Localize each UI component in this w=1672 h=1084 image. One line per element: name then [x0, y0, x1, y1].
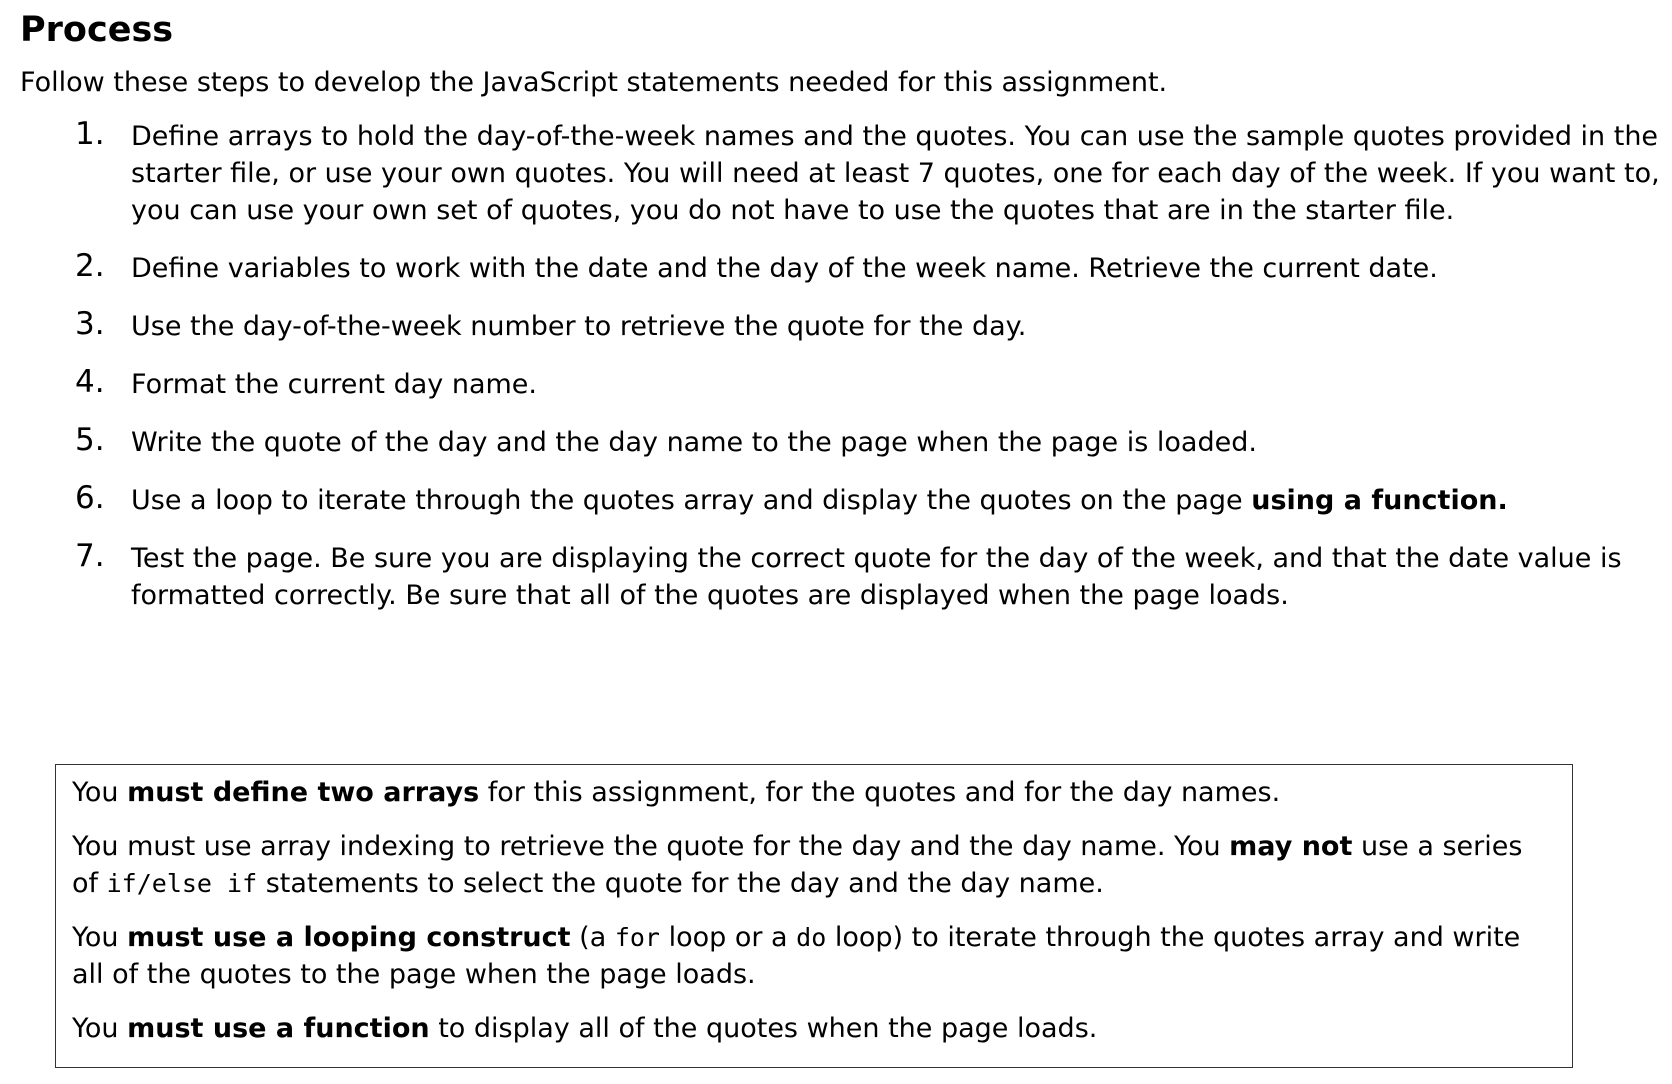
code-snippet: if/else if	[106, 869, 258, 898]
process-steps-list	[20, 118, 1660, 614]
step-number: 2.	[75, 248, 105, 284]
requirement-text: use a series of	[72, 831, 1523, 899]
requirement-text: You must use array indexing to retrieve the quote for the day and the day name. You	[72, 831, 1230, 862]
requirement-function	[72, 1010, 1556, 1047]
step-text: Write the quote of the day and the day name to the page when the page is loaded.	[131, 427, 1257, 458]
requirement-text: to display all of the quotes when the page loads.	[429, 1013, 1098, 1044]
step-text: Define arrays to hold the day-of-the-week names and the quotes. You can use the sample quotes provided in the starter file, or use your own quotes. You will need at least 7 quotes, one for each day of the week. If you want to, you can use your own set of quotes, you do not have to use the quotes that are in the starter file.	[131, 121, 1660, 226]
step-number: 3.	[75, 306, 105, 342]
requirements-box	[55, 764, 1573, 1068]
requirement-text: You	[72, 777, 128, 808]
step-item-2	[20, 250, 1672, 287]
requirement-text: for this assignment, for the quotes and for the day names.	[479, 777, 1281, 808]
requirement-text: statements to select the quote for the day and the day name.	[257, 868, 1104, 899]
step-bold-text: using a function.	[1251, 485, 1508, 516]
step-number: 7.	[75, 538, 105, 574]
step-text: Define variables to work with the date and the day of the week name. Retrieve the current date.	[131, 253, 1438, 284]
step-text: Use a loop to iterate through the quotes array and display the quotes on the page	[131, 485, 1252, 516]
step-text: Use the day-of-the-week number to retrieve the quote for the day.	[131, 311, 1027, 342]
requirement-bold-text: must use a looping construct	[127, 922, 571, 953]
requirement-text: loop) to iterate through the quotes array and write all of the quotes to the page when the page loads.	[72, 922, 1521, 990]
step-item-7	[20, 540, 1672, 614]
step-item-5	[20, 424, 1672, 461]
step-number: 4.	[75, 364, 105, 400]
requirement-arrays	[72, 774, 1556, 811]
requirement-bold-text: may not	[1229, 831, 1353, 862]
requirement-text: (a	[570, 922, 615, 953]
requirement-text: loop or a	[659, 922, 797, 953]
step-number: 6.	[75, 480, 105, 516]
step-text: Format the current day name.	[131, 369, 538, 400]
requirement-bold-text: must use a function	[127, 1013, 430, 1044]
intro-paragraph: Follow these steps to develop the JavaScript statements needed for this assignment.	[20, 67, 1168, 98]
step-item-6	[20, 482, 1672, 519]
step-item-3	[20, 308, 1672, 345]
step-item-4	[20, 366, 1672, 403]
section-heading: Process	[20, 10, 174, 50]
requirement-indexing	[72, 828, 1556, 902]
step-item-1	[20, 118, 1672, 229]
step-number: 1.	[75, 116, 105, 152]
code-snippet: do	[796, 923, 827, 952]
requirement-text: You	[72, 922, 128, 953]
requirement-looping	[72, 919, 1556, 993]
requirement-bold-text: must define two arrays	[127, 777, 480, 808]
step-number: 5.	[75, 422, 105, 458]
requirement-text: You	[72, 1013, 128, 1044]
code-snippet: for	[614, 923, 660, 952]
step-text: Test the page. Be sure you are displaying the correct quote for the day of the week, and that the date value is formatted correctly. Be sure that all of the quotes are displayed when the page loads.	[131, 543, 1622, 611]
document-page	[20, 8, 1660, 635]
